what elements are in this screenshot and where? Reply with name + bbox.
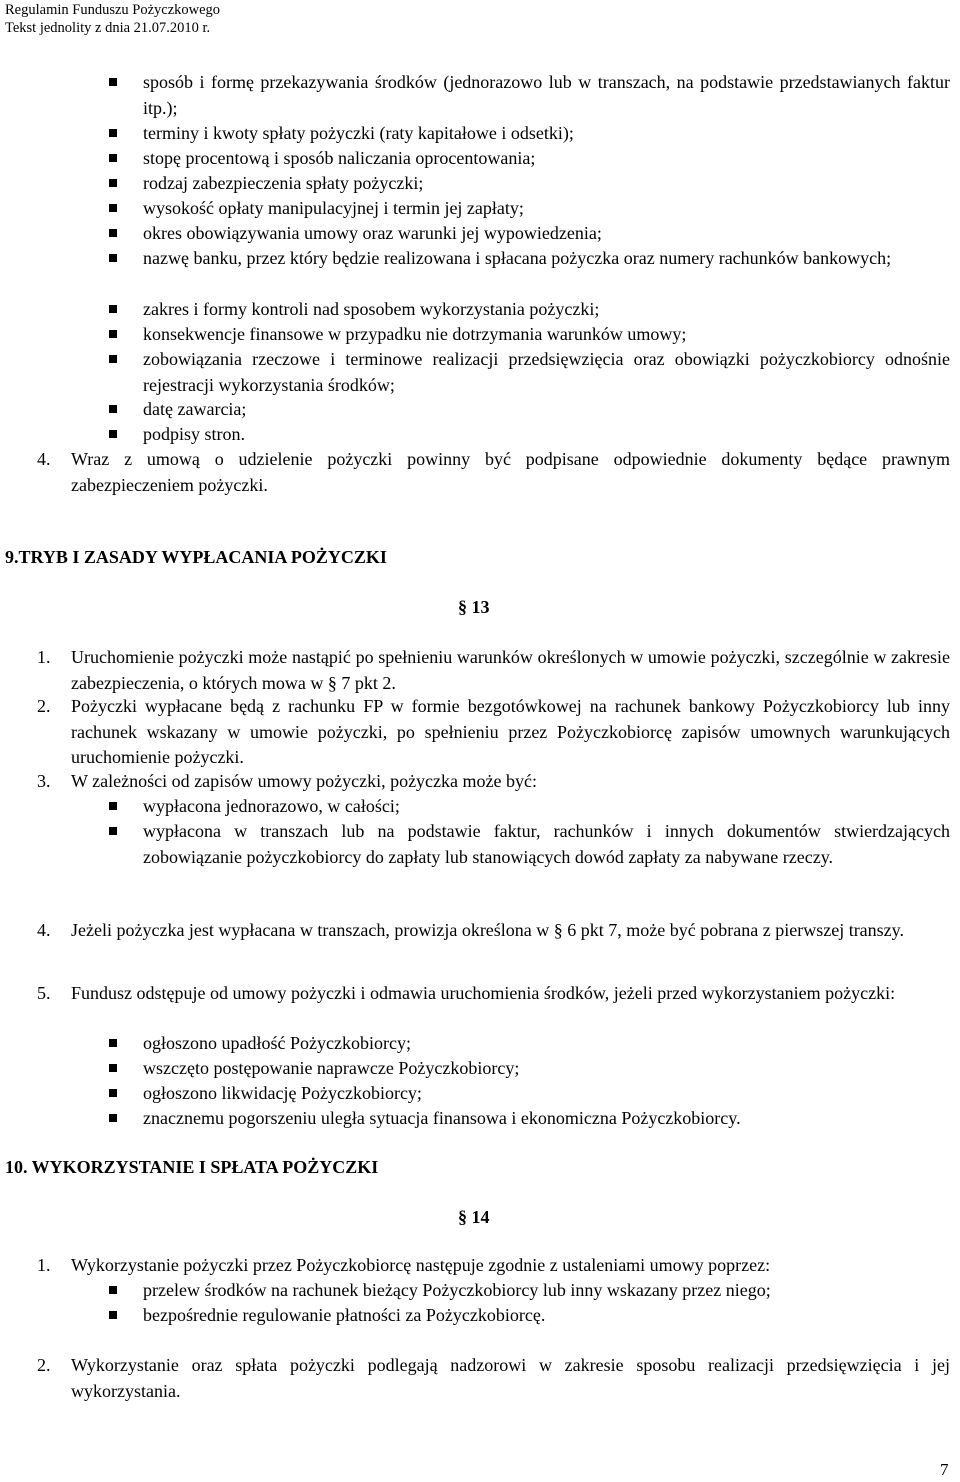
bullet-icon bbox=[109, 254, 117, 262]
section-heading: 10. WYKORZYSTANIE I SPŁATA POŻYCZKI bbox=[5, 1157, 379, 1177]
bullet-icon bbox=[109, 78, 117, 86]
bullet-icon bbox=[109, 802, 117, 810]
bullet-icon bbox=[109, 1089, 117, 1097]
list-item: przelew środków na rachunek bieżący Pożyczkobiorcy lub inny wskazany przez niego; bbox=[143, 1278, 950, 1304]
list-item: ogłoszono likwidację Pożyczkobiorcy; bbox=[143, 1081, 950, 1107]
list-item: wypłacona w transzach lub na podstawie faktur, rachunków i innych dokumentów stwierdzających zobowiązanie pożyczkobiorcy do zapłaty lub stanowiących dowód zapłaty za nabywane rzeczy. bbox=[143, 819, 950, 870]
bullet-icon bbox=[109, 827, 117, 835]
bullet-icon bbox=[109, 1039, 117, 1047]
list-item: nazwę banku, przez który będzie realizowana i spłacana pożyczka oraz numery rachunków bankowych; bbox=[143, 246, 950, 272]
bullet-icon bbox=[109, 355, 117, 363]
bullet-icon bbox=[109, 330, 117, 338]
list-item: zobowiązania rzeczowe i terminowe realizacji przedsięwzięcia oraz obowiązki pożyczkobiorcy odnośnie rejestracji wykorzystania środków; bbox=[143, 347, 950, 398]
list-item: rodzaj zabezpieczenia spłaty pożyczki; bbox=[143, 171, 950, 197]
list-item: ogłoszono upadłość Pożyczkobiorcy; bbox=[143, 1031, 950, 1057]
bullet-icon bbox=[109, 154, 117, 162]
numbered-item: 4. Jeżeli pożyczka jest wypłacana w transzach, prowizja określona w § 6 pkt 7, może być pobrana z pierwszej transzy. bbox=[37, 920, 905, 940]
list-item: wysokość opłaty manipulacyjnej i termin jej zapłaty; bbox=[143, 196, 950, 222]
bullet-icon bbox=[109, 1114, 117, 1122]
numbered-item: 4. Wraz z umową o udzielenie pożyczki powinny być podpisane odpowiednie dokumenty będące prawnym zabezpieczeniem pożyczki. bbox=[37, 449, 950, 495]
numbered-item: 2. Wykorzystanie oraz spłata pożyczki podlegają nadzorowi w zakresie sposobu realizacji przedsięwzięcia i jej wykorzystania. bbox=[37, 1355, 950, 1401]
header-date: Tekst jednolity z dnia 21.07.2010 r. bbox=[5, 20, 211, 36]
list-item: wypłacona jednorazowo, w całości; bbox=[143, 794, 950, 820]
list-item: datę zawarcia; bbox=[143, 397, 950, 423]
header-title: Regulamin Funduszu Pożyczkowego bbox=[5, 2, 221, 18]
section-heading: 9.TRYB I ZASADY WYPŁACANIA POŻYCZKI bbox=[5, 547, 387, 567]
list-item: terminy i kwoty spłaty pożyczki (raty kapitałowe i odsetki); bbox=[143, 121, 950, 147]
numbered-item: 3. W zależności od zapisów umowy pożyczki, pożyczka może być: bbox=[37, 771, 537, 791]
paragraph-number: § 14 bbox=[458, 1207, 490, 1227]
bullet-icon bbox=[109, 204, 117, 212]
numbered-item: 1. Uruchomienie pożyczki może nastąpić po spełnieniu warunków określonych w umowie pożyczki, szczególnie w zakresie zabezpieczenia, o których mowa w § 7 pkt 2. bbox=[37, 647, 950, 693]
bullet-icon bbox=[109, 305, 117, 313]
bullet-icon bbox=[109, 1286, 117, 1294]
numbered-item: 5. Fundusz odstępuje od umowy pożyczki i odmawia uruchomienia środków, jeżeli przed wykorzystaniem pożyczki: bbox=[37, 983, 896, 1003]
bullet-icon bbox=[109, 179, 117, 187]
list-item: sposób i formę przekazywania środków (jednorazowo lub w transzach, na podstawie przedstawianych faktur itp.); bbox=[143, 70, 950, 121]
list-item: znacznemu pogorszeniu uległa sytuacja finansowa i ekonomiczna Pożyczkobiorcy. bbox=[143, 1106, 950, 1132]
list-item: konsekwencje finansowe w przypadku nie dotrzymania warunków umowy; bbox=[143, 322, 950, 348]
bullet-icon bbox=[109, 1311, 117, 1319]
list-item: podpisy stron. bbox=[143, 422, 950, 448]
list-item: stopę procentową i sposób naliczania oprocentowania; bbox=[143, 146, 950, 172]
bullet-icon bbox=[109, 430, 117, 438]
bullet-icon bbox=[109, 229, 117, 237]
numbered-item: 2. Pożyczki wypłacane będą z rachunku FP w formie bezgotówkowej na rachunek bankowy Pożyczkobiorcy lub inny rachunek wskazany w umowie pożyczki, po spełnieniu przez Pożyczkobiorcę zapisów umownych warunkujących uruchomienie pożyczki. bbox=[37, 696, 950, 767]
bullet-icon bbox=[109, 405, 117, 413]
list-item: zakres i formy kontroli nad sposobem wykorzystania pożyczki; bbox=[143, 297, 950, 323]
bullet-icon bbox=[109, 129, 117, 137]
document-header bbox=[5, 1, 220, 37]
list-item: bezpośrednie regulowanie płatności za Pożyczkobiorcę. bbox=[143, 1303, 950, 1329]
bullet-icon bbox=[109, 1064, 117, 1072]
numbered-item: 1. Wykorzystanie pożyczki przez Pożyczkobiorcę następuje zgodnie z ustaleniami umowy poprzez: bbox=[37, 1255, 771, 1275]
page-number: 7 bbox=[940, 1460, 949, 1479]
list-item: wszczęto postępowanie naprawcze Pożyczkobiorcy; bbox=[143, 1056, 950, 1082]
paragraph-number: § 13 bbox=[458, 597, 490, 617]
list-item: okres obowiązywania umowy oraz warunki jej wypowiedzenia; bbox=[143, 221, 950, 247]
